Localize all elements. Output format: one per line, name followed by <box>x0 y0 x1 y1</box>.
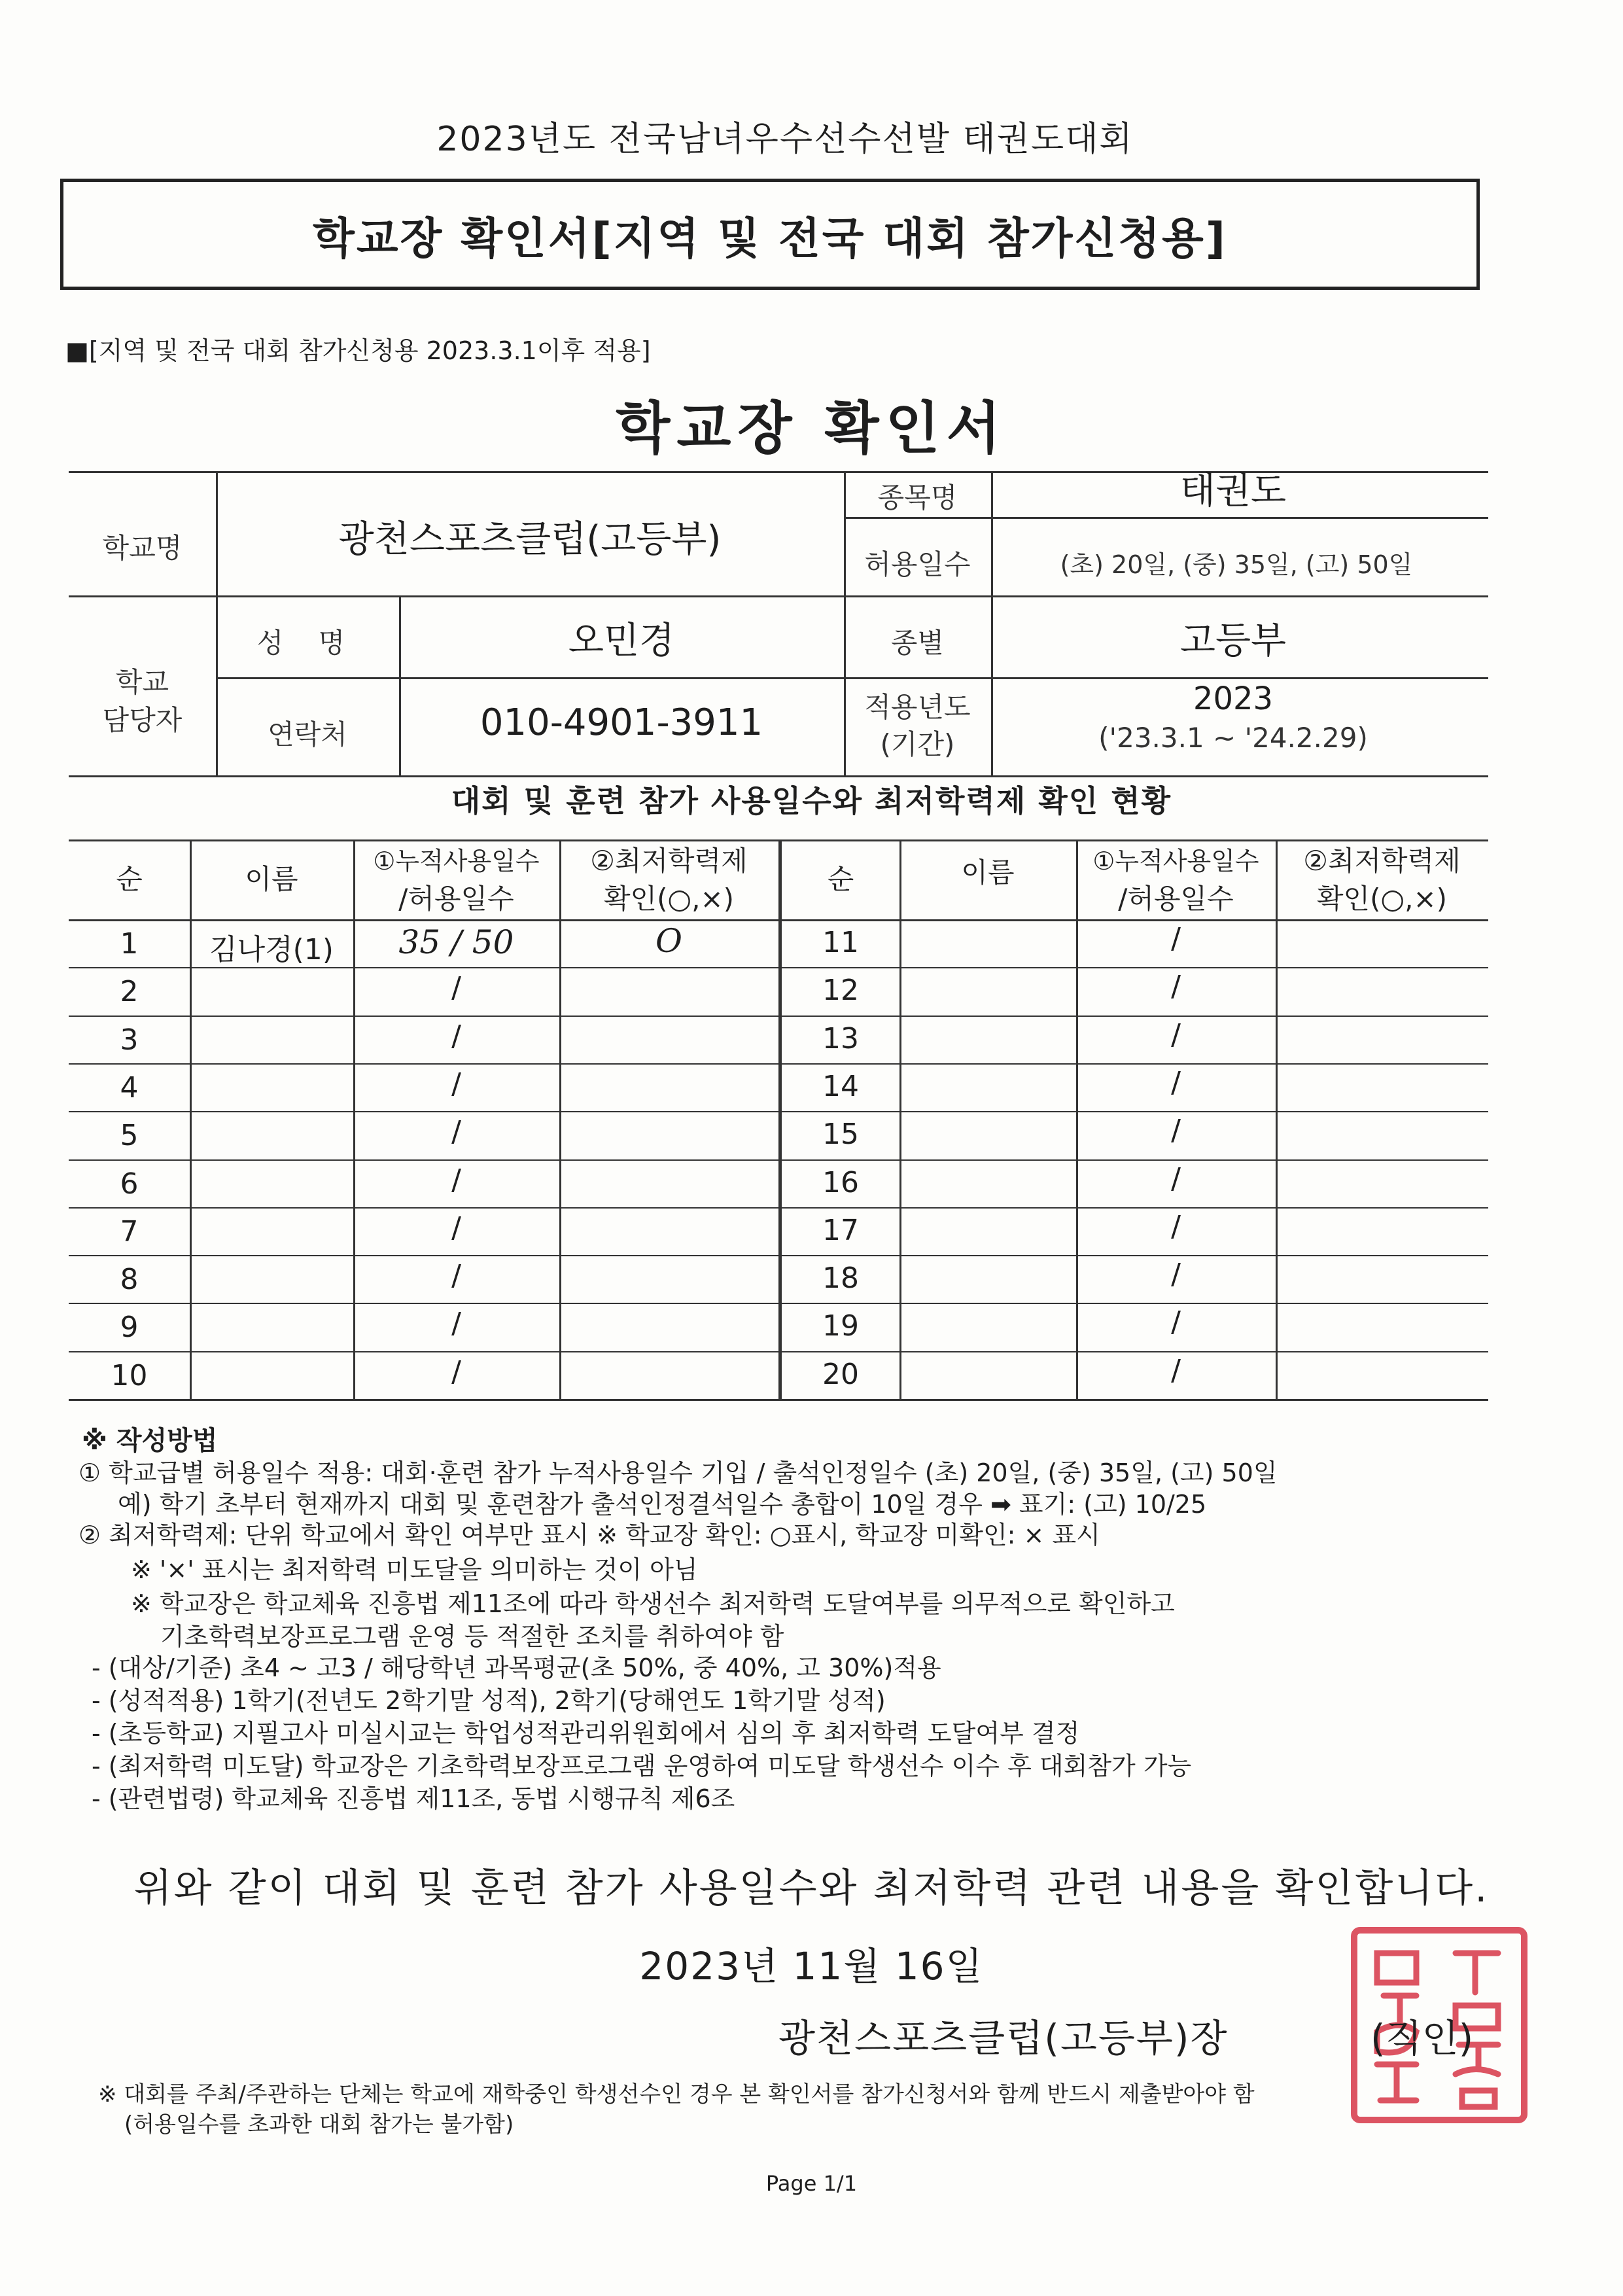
instruction-line: ※ '×' 표시는 최저학력 미도달을 의미하는 것이 아님 <box>131 1555 698 1584</box>
row-number: 1 <box>120 927 139 961</box>
row-days: 35 / 50 <box>398 923 514 961</box>
rule <box>190 839 192 1399</box>
col-days-header-2: /허용일수 <box>398 883 514 915</box>
row-check: O <box>655 922 682 960</box>
year-label-2: (기간) <box>880 728 955 760</box>
row-number: 15 <box>822 1118 859 1151</box>
row-number: 11 <box>822 926 859 959</box>
col-name-header: 이름 <box>245 863 298 895</box>
row-days: / <box>1171 970 1181 1003</box>
col-name-header-right: 이름 <box>961 857 1015 889</box>
col-min-header-right: ②최저학력제 <box>1303 845 1461 877</box>
col-days-header-right: ①누적사용일수 <box>1092 847 1259 875</box>
col-min-header-right-2: 확인(○,×) <box>1316 883 1448 915</box>
col-min-header: ②최저학력제 <box>590 845 748 877</box>
manager-label-2: 담당자 <box>102 704 183 736</box>
row-number: 17 <box>822 1214 859 1247</box>
division-value: 고등부 <box>1179 620 1287 662</box>
sport-value: 태권도 <box>1179 470 1287 512</box>
col-min-header-2: 확인(○,×) <box>603 883 735 915</box>
year-value: 2023 <box>1193 680 1274 717</box>
row-days: / <box>451 1163 461 1197</box>
manager-label: 학교 <box>115 666 169 698</box>
instruction-line: 기초학력보장프로그램 운영 등 적절한 조치를 취하여야 함 <box>160 1622 784 1651</box>
main-title-box <box>60 179 1480 290</box>
rule <box>216 677 844 679</box>
row-number: 10 <box>111 1359 148 1392</box>
row-days: / <box>1171 1354 1181 1387</box>
row-number: 14 <box>822 1070 859 1103</box>
instruction-line: - (성적적용) 1학기(전년도 2학기말 성적), 2학기(당해연도 1학기말 성적) <box>92 1686 886 1715</box>
row-days: / <box>1171 1162 1181 1195</box>
instruction-line: 예) 학기 초부터 현재까지 대회 및 훈련참가 출석인정결석일수 총합이 10일 경우 ➡ 표기: (고) 10/25 <box>118 1490 1207 1519</box>
row-days: / <box>451 1211 461 1245</box>
row-number: 12 <box>822 974 859 1007</box>
instruction-line: - (초등학교) 지필고사 미실시교는 학업성적관리위원회에서 심의 후 최저학력 도달여부 결정 <box>92 1719 1080 1748</box>
row-number: 2 <box>120 975 139 1008</box>
col-days-header: ①누적사용일수 <box>373 847 540 875</box>
row-days: / <box>1171 1258 1181 1291</box>
form-note: ■[지역 및 전국 대회 참가신청용 2023.3.1이후 적용] <box>65 336 651 365</box>
col-days-header-right-2: /허용일수 <box>1118 883 1234 915</box>
confirm-text: 위와 같이 대회 및 훈련 참가 사용일수와 최저학력 관련 내용을 확인합니다. <box>133 1865 1490 1911</box>
footnote <box>98 2079 1255 2140</box>
contact-label: 연락처 <box>268 718 347 751</box>
row-number: 6 <box>120 1167 139 1201</box>
contact-value: 010-4901-3911 <box>480 701 763 744</box>
status-title: 대회 및 훈련 참가 사용일수와 최저학력제 확인 현황 <box>451 783 1172 819</box>
issue-date: 2023년 11월 16일 <box>639 1944 984 1988</box>
instruction-line: ① 학교급별 허용일수 적용: 대회·훈련 참가 누적사용일수 기입 / 출석인정일수 (초) 20일, (중) 35일, (고) 50일 <box>79 1458 1278 1487</box>
row-days: / <box>451 1307 461 1340</box>
rule <box>844 517 1488 519</box>
form-title: 학교장 확인서 <box>616 396 1007 461</box>
division-label: 종별 <box>890 627 945 659</box>
footnote-line: ※ 대회를 주최/주관하는 단체는 학교에 재학중인 학생선수인 경우 본 확인서를 참가신청서와 함께 반드시 제출받아야 함 <box>98 2081 1255 2108</box>
row-days: / <box>1171 1066 1181 1099</box>
main-title: 학교장 확인서[지역 및 전국 대회 참가신청용] <box>313 213 1227 264</box>
row-number: 5 <box>120 1119 139 1152</box>
row-days: / <box>1171 1018 1181 1051</box>
footnote-line-2: (허용일수를 초과한 대회 참가는 불가함) <box>124 2111 514 2138</box>
instruction-line: - (최저학력 미도달) 학교장은 기초학력보장프로그램 운영하여 미도달 학생선수 이수 후 대회참가 가능 <box>92 1752 1192 1780</box>
row-number: 18 <box>822 1262 859 1295</box>
row-days: / <box>451 971 461 1004</box>
row-days: / <box>1171 922 1181 955</box>
instruction-line: ※ 학교장은 학교체육 진흥법 제11조에 따라 학생선수 최저학력 도달여부를 의무적으로 확인하고 <box>131 1589 1175 1618</box>
row-number: 4 <box>120 1071 139 1104</box>
row-number: 13 <box>822 1022 859 1055</box>
name-label: 성 명 <box>256 627 358 659</box>
row-number: 8 <box>120 1263 139 1296</box>
period-value: ('23.3.1 ~ '24.2.29) <box>1098 722 1368 754</box>
rule <box>1276 839 1278 1399</box>
school-label: 학교명 <box>102 532 183 564</box>
year-label: 적용년도 <box>864 691 971 723</box>
row-days: / <box>451 1115 461 1148</box>
allowed-value: (초) 20일, (중) 35일, (고) 50일 <box>1060 550 1413 579</box>
row-name: 김나경(1) <box>209 933 334 966</box>
row-days: / <box>1171 1305 1181 1339</box>
row-days: / <box>451 1019 461 1053</box>
col-no-header-right: 순 <box>827 863 854 895</box>
instruction-line: ② 최저학력제: 단위 학교에서 확인 여부만 표시 ※ 학교장 확인: ○표시, 학교장 미확인: × 표시 <box>79 1521 1100 1549</box>
row-days: / <box>451 1259 461 1292</box>
col-no-header: 순 <box>116 863 143 895</box>
row-number: 7 <box>120 1215 139 1248</box>
page-number: Page 1/1 <box>765 2171 858 2196</box>
name-value: 오민경 <box>568 620 675 662</box>
row-number: 3 <box>120 1023 139 1057</box>
rule <box>899 839 901 1399</box>
row-days: / <box>1171 1114 1181 1147</box>
seal-mark: (직인) <box>1370 2016 1474 2060</box>
instruction-line: ※ 작성방법 <box>82 1426 218 1456</box>
instruction-line: - (대상/기준) 초4 ~ 고3 / 해당학년 과목평균(초 50%, 중 40%, 고 30%)적용 <box>92 1653 941 1682</box>
instruction-line: - (관련법령) 학교체육 진흥법 제11조, 동법 시행규칙 제6조 <box>92 1784 735 1813</box>
row-number: 9 <box>120 1311 139 1344</box>
sport-label: 종목명 <box>877 482 958 514</box>
row-days: / <box>1171 1210 1181 1243</box>
rule <box>69 1399 1488 1401</box>
row-number: 19 <box>822 1309 859 1343</box>
row-days: / <box>451 1355 461 1388</box>
allowed-label: 허용일수 <box>864 548 971 580</box>
row-days: / <box>451 1067 461 1101</box>
school-value: 광천스포츠클럽(고등부) <box>338 518 722 561</box>
signer: 광천스포츠클럽(고등부)장 <box>778 2016 1229 2060</box>
rule <box>69 595 1488 597</box>
row-number: 20 <box>822 1358 859 1391</box>
rule <box>844 677 1488 679</box>
row-number: 16 <box>822 1166 859 1199</box>
event-title: 2023년도 전국남녀우수선수선발 태권도대회 <box>436 120 1134 159</box>
